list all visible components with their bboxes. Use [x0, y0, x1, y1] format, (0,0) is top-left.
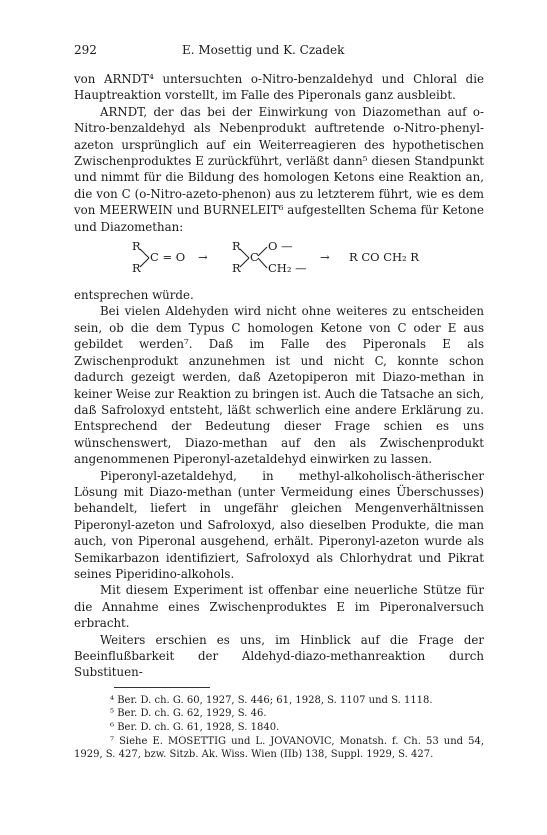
formula-arrow: →	[320, 250, 330, 265]
footnote: ⁴ Ber. D. ch. G. 60, 1927, S. 446; 61, 1928, S. 1107 und S. 1118.	[110, 694, 433, 706]
bond-lines	[140, 247, 150, 269]
formula-c: C	[250, 250, 259, 265]
page-body	[74, 43, 484, 762]
formula-r: R	[132, 261, 141, 276]
bond-lines	[258, 243, 268, 273]
paragraph: Bei vielen Aldehyden wird nicht ohne weiteres zu entscheiden sein, ob die dem Typus C homologen Ketone von C oder E aus gebildet werden⁷. Daß im Falle des Piperonals E als Zwischenprodukt anzunehmen ist und nicht C, konnte schon dadurch gezeigt werden, daß Azetopiperon mit Diazo-methan in keiner Weise zur Reaktion zu bringen ist. Auch die Tatsache an sich, daß Safroloxyd entsteht, läßt schwerlich eine andere Erklärung zu. Entsprechend der Bedeutung dieser Frage schien es uns wünschenswert, Diazo-methan auf den als Zwischenprodukt angenommenen Piperonyl-azetaldehyd einwirken zu lassen.	[74, 304, 484, 467]
paragraph: Mit diesem Experiment ist offenbar eine neuerliche Stütze für die Annahme eines Zwischenproduktes E im Piperonalversuch erbracht.	[74, 583, 484, 631]
running-title: E. Mosettig und K. Czadek	[182, 43, 345, 57]
footnote-divider	[114, 687, 210, 688]
paragraph: von ARNDT⁴ untersuchten o-Nitro-benzaldehyd und Chloral die Hauptreaktion vorstellt, im Falle des Piperonals ganz ausbleibt.	[74, 72, 484, 103]
formula-arrow: →	[198, 250, 208, 265]
paragraph: Piperonyl-azetaldehyd, in methyl-alkoholisch-ätherischer Lösung mit Diazo-methan (unter Vermeidung eines Überschusses) behandelt, liefert in ungefähr gleichen Mengenverhältnissen Piperonyl-azeton und Safroloxyd, also dieselben Produkte, die man auch, von Piperonal ausgehend, erhält. Piperonyl-azeton wurde als Semikarbazon identifiziert, Safroloxyd als Chlorhydrat und Pikrat seines Piperidino-alkohols.	[74, 468, 484, 581]
footnote: ⁷ Siehe E. MOSETTIG und L. JOVANOVIC, Monatsh. f. Ch. 53 und 54, 1929, S. 427, bzw. Sitzb. Ak. Wiss. Wien (IIb) 138, Suppl. 1929, S. 427.	[74, 735, 484, 761]
formula-oxygen: O —	[268, 239, 293, 254]
footnote: ⁶ Ber. D. ch. G. 61, 1928, S. 1840.	[110, 722, 280, 733]
formula-r: R	[232, 261, 241, 276]
footnote: ⁵ Ber. D. ch. G. 62, 1929, S. 46.	[110, 708, 267, 720]
formula-ch2: CH₂ —	[268, 261, 307, 276]
page-header	[74, 43, 484, 59]
reaction-scheme	[74, 239, 484, 285]
formula-r: R	[132, 239, 141, 254]
formula-product: R CO CH₂ R	[349, 250, 419, 265]
page-number: 292	[74, 43, 97, 57]
paragraph: ARNDT, der das bei der Einwirkung von Diazomethan auf o-Nitro-benzaldehyd als Nebenprodukt auftretende o-Nitro-phenyl-azeton ursprünglich auf ein Weiterreagieren des hypothetischen Zwischenproduktes E zurückführt, verläßt dann⁵ diesen Standpunkt und nimmt für die Bildung des homologen Ketons eine Reaktion an, die von C (o-Nitro-azeto-phenon) aus zu letzterem führt, wie es dem von MEERWEIN und BURNELEIT⁶ aufgestellten Schema für Ketone und Diazomethan:	[74, 104, 484, 234]
paragraph: entsprechen würde.	[74, 288, 194, 303]
bond-lines	[240, 247, 250, 269]
formula-r: R	[232, 239, 241, 254]
formula-carbonyl: C = O	[150, 250, 186, 265]
paragraph: Weiters erschien es uns, im Hinblick auf die Frage der Beeinflußbarkeit der Aldehyd-diazo-methanreaktion durch Substituen-	[74, 632, 484, 680]
